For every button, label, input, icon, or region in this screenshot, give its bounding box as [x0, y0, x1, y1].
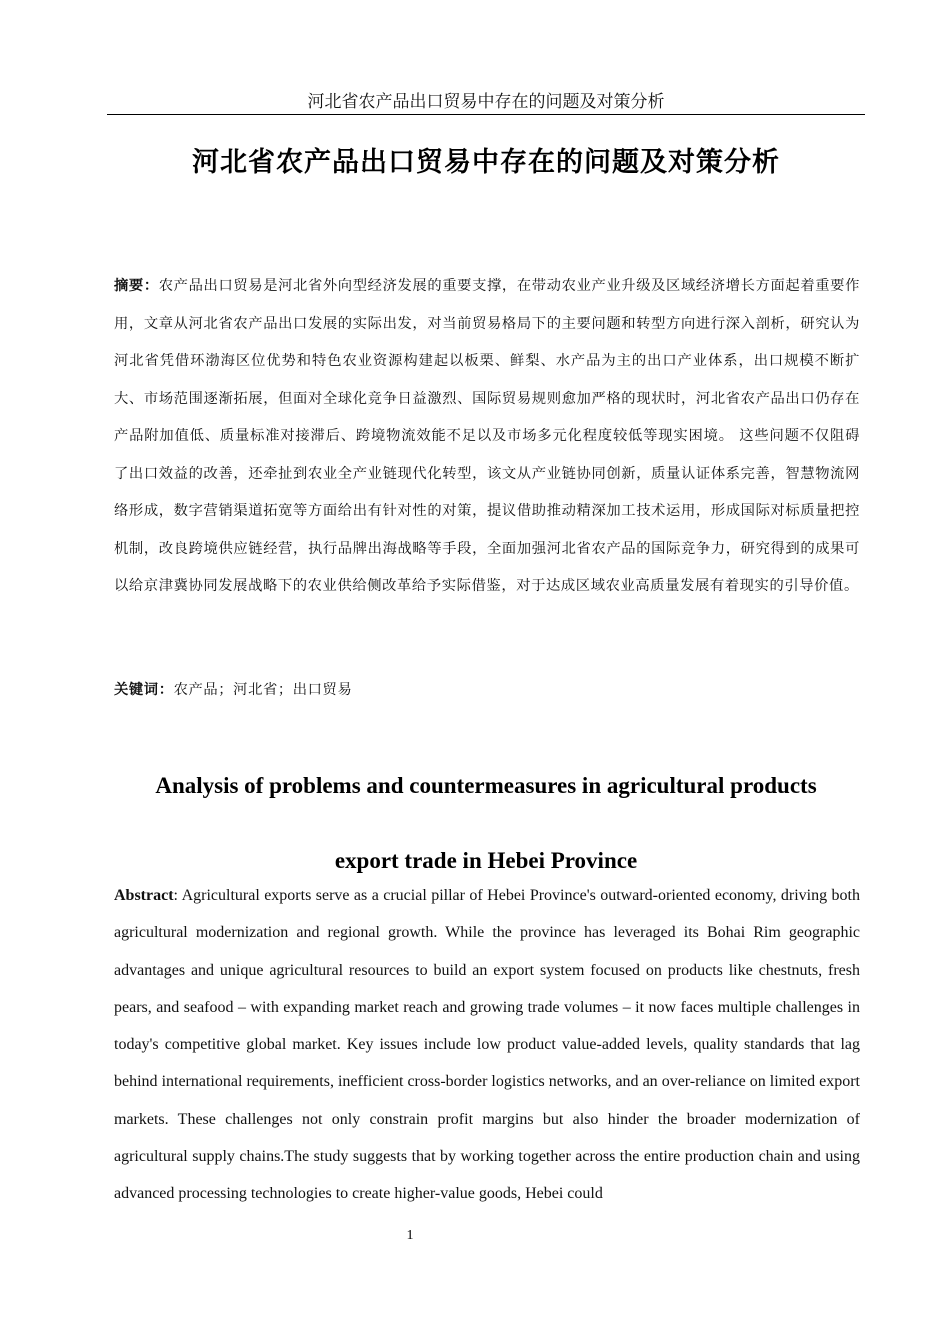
chinese-keywords — [114, 675, 860, 705]
chinese-title: 河北省农产品出口贸易中存在的问题及对策分析 — [192, 147, 780, 178]
running-header: 河北省农产品出口贸易中存在的问题及对策分析 — [307, 92, 665, 112]
chinese-keywords-label: 关键词： — [114, 682, 174, 698]
english-abstract — [114, 877, 860, 1213]
english-title-line-2: export trade in Hebei Province — [334, 848, 638, 873]
english-abstract-label: Abstract — [114, 887, 174, 904]
header-rule — [107, 114, 865, 115]
english-abstract-text: Agricultural exports serve as a crucial pillar of Hebei Province's outward-oriented economy, driving both agricultural modernization and regional growth. While the province has leveraged its Bohai Rim geographic advantages and unique agricultural resources to build an export system focused on products like chestnuts, fresh pears, and seafood – with expanding market reach and growing trade volumes – it now faces multiple challenges in today's competitive global market. Key issues include low product value-added levels, quality standards that lag behind international requirements, inefficient cross-border logistics networks, and an over-reliance on limited export markets. These challenges not only constrain profit margins but also hinder the broader modernization of agricultural supply chains.The study suggests that by working together across the entire production chain and using advanced processing technologies to create higher-value goods, Hebei could — [114, 887, 861, 1203]
page-number: 1 — [406, 1228, 414, 1243]
english-title — [107, 748, 865, 898]
english-title-line-1: Analysis of problems and countermeasures in agricultural products — [155, 773, 817, 798]
chinese-abstract-text: 农产品出口贸易是河北省外向型经济发展的重要支撑，在带动农业产业升级及区域经济增长方面起着重要作用，文章从河北省农产品出口发展的实际出发，对当前贸易格局下的主要问题和转型方向进行深入剖析，研究认为河北省凭借环渤海区位优势和特色农业资源构建起以板栗、鲜梨、水产品为主的出口产业体系，出口规模不断扩大、市场范围逐渐拓展，但面对全球化竞争日益激烈、国际贸易规则愈加严格的现状时，河北省农产品出口仍存在产品附加值低、质量标准对接滞后、跨境物流效能不足以及市场多元化程度较低等现实困境。 这些问题不仅阻碍了出口效益的改善，还牵扯到农业全产业链现代化转型，该文从产业链协同创新，质量认证体系完善，智慧物流网络形成，数字营销渠道拓宽等方面给出有针对性的对策，提议借助推动精深加工技术运用，形成国际对标质量把控机制，改良跨境供应链经营，执行品牌出海战略等手段，全面加强河北省农产品的国际竞争力，研究得到的成果可以给京津冀协同发展战略下的农业供给侧改革给予实际借鉴，对于达成区域农业高质量发展有着现实的引导价值。 — [114, 278, 860, 594]
chinese-keywords-text: 农产品；河北省；出口贸易 — [173, 682, 353, 698]
chinese-abstract — [114, 268, 860, 606]
english-abstract-separator: : — [173, 887, 182, 904]
chinese-abstract-label: 摘要： — [114, 278, 159, 294]
